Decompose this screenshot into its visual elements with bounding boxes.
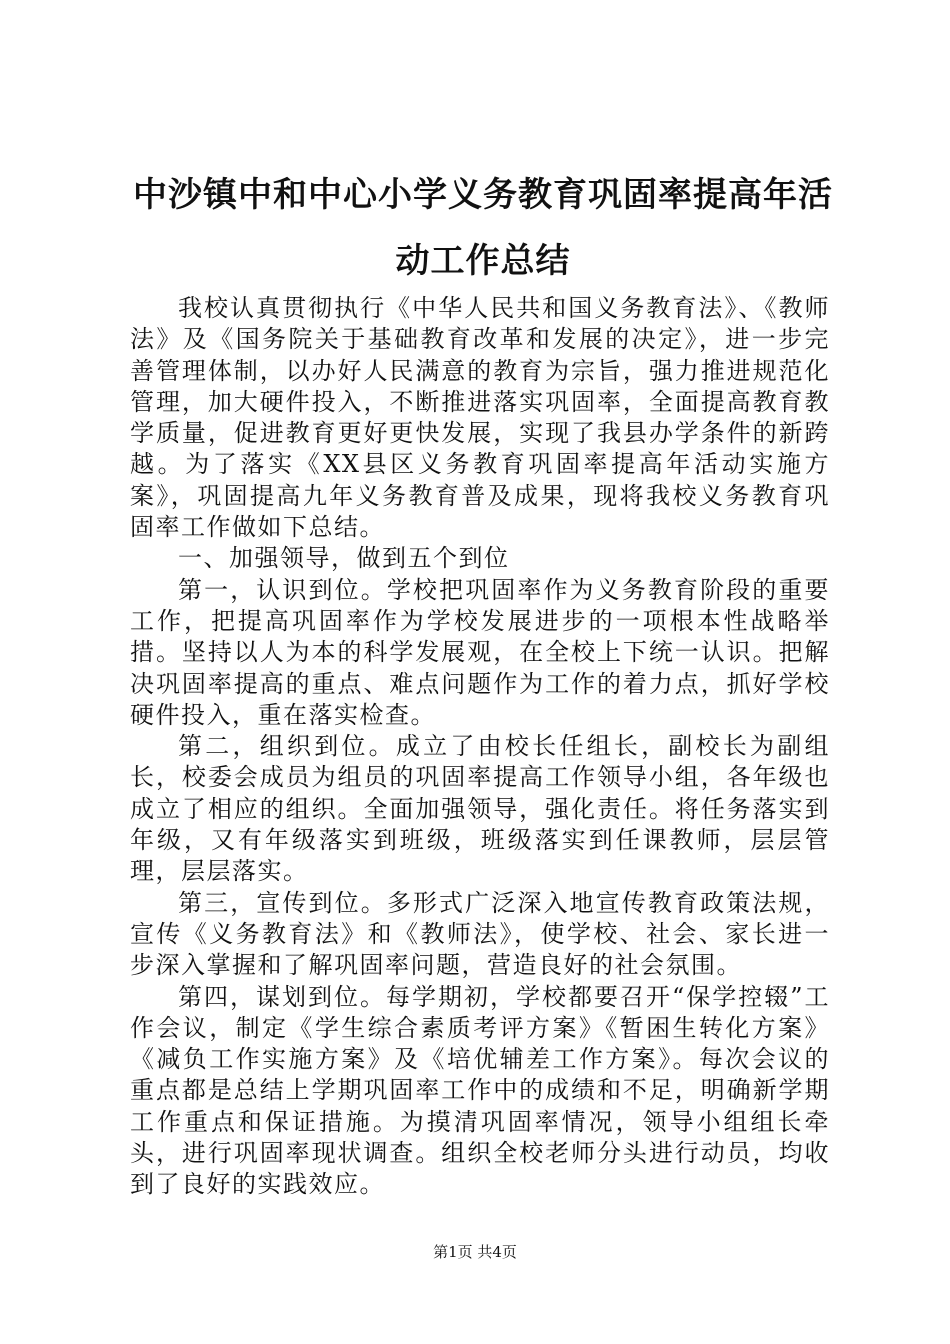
paragraph-awareness: 第一，认识到位。学校把巩固率作为义务教育阶段的重要工作，把提高巩固率作为学校发展进步的一项根本性战略举措。坚持以人为本的科学发展观，在全校上下统一认识。把解决巩固率提高的重点、难点问题作为工作的着力点，抓好学校硬件投入，重在落实检查。: [130, 575, 830, 729]
document-title: 中沙镇中和中心小学义务教育巩固率提高年活动工作总结: [133, 175, 833, 281]
intro-paragraph: 我校认真贯彻执行《中华人民共和国义务教育法》、《教师法》及《国务院关于基础教育改革和发展的决定》，进一步完善管理体制，以办好人民满意的教育为宗旨，强力推进规范化管理，加大硬件投入，不断推进落实巩固率，全面提高教育教学质量，促进教育更好更快发展，实现了我县办学条件的新跨越。为了落实《XX县区义务教育巩固率提高年活动实施方案》，巩固提高九年义务教育普及成果，现将我校义务教育巩固率工作做如下总结。: [130, 294, 830, 542]
paragraph-planning: 第四，谋划到位。每学期初，学校都要召开“保学控辍”工作会议，制定《学生综合素质考评方案》《暂困生转化方案》《减负工作实施方案》及《培优辅差工作方案》。每次会议的重点都是总结上学期巩固率工作中的成绩和不足，明确新学期工作重点和保证措施。为摸清巩固率情况，领导小组组长牵头，进行巩固率现状调查。组织全校老师分头进行动员，均收到了良好的实践效应。: [130, 982, 830, 1199]
paragraph-publicity: 第三，宣传到位。多形式广泛深入地宣传教育政策法规，宣传《义务教育法》和《教师法》，使学校、社会、家长进一步深入掌握和了解巩固率问题，营造良好的社会氛围。: [130, 888, 830, 980]
section-heading: 一、加强领导，做到五个到位: [178, 544, 510, 573]
paragraph-organization: 第二，组织到位。成立了由校长任组长，副校长为副组长，校委会成员为组员的巩固率提高工作领导小组，各年级也成立了相应的组织。全面加强领导，强化责任。将任务落实到年级，又有年级落实到班级，班级落实到任课教师，层层管理，层层落实。: [130, 732, 830, 886]
page-footer: 第1页 共4页: [433, 1243, 517, 1261]
document-body: [130, 293, 830, 1201]
